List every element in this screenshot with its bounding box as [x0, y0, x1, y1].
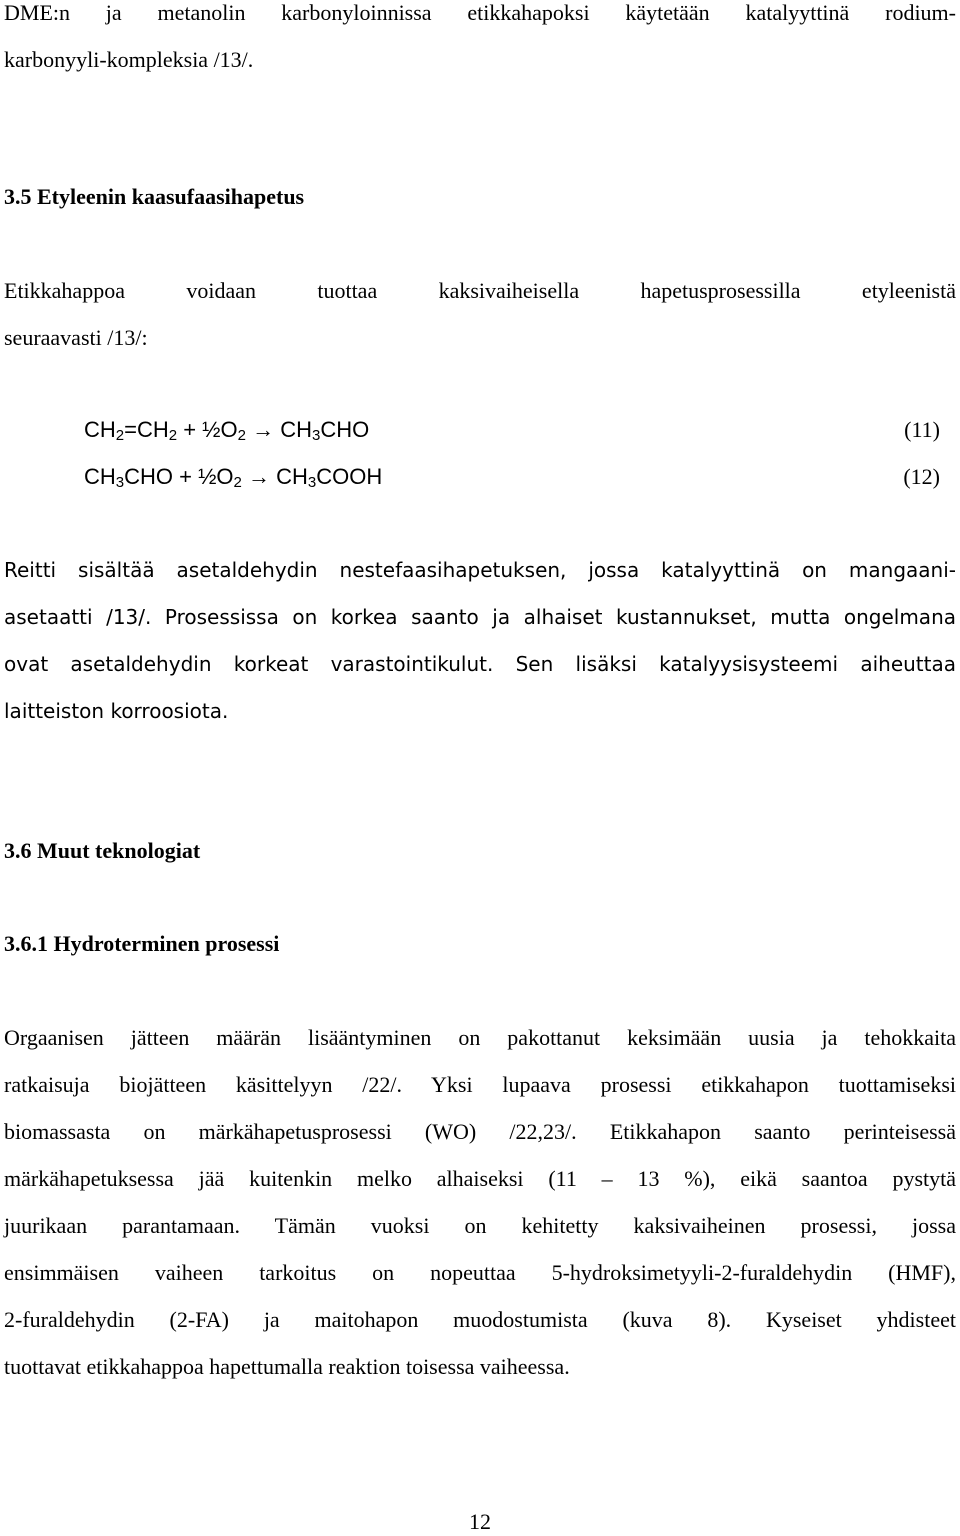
route-paragraph	[4, 547, 956, 735]
equation-12	[84, 464, 940, 494]
equation-11	[84, 417, 940, 447]
equation-12-number: (12)	[903, 464, 940, 489]
equation-11-number: (11)	[904, 417, 940, 442]
body-line: tuottavat etikkahappoa hapettumalla reaktion toisessa vaiheessa.	[4, 1354, 570, 1379]
section-3-5-heading: 3.5 Etyleenin kaasufaasihapetus	[4, 184, 305, 209]
section-3-5-line-2: seuraavasti /13/:	[4, 325, 148, 350]
section-3-6-heading: 3.6 Muut teknologiat	[4, 838, 201, 863]
section-3-6-1-paragraph	[4, 1014, 956, 1390]
equation-12-formula: $CH_3CHO$ + $\frac{1}{2}O_2$ → $CH_3COOH$	[84, 464, 383, 491]
section-3-5-line-1: Etikkahappoa voidaan tuottaa kaksivaiheisella hapetusprosessilla etyleenistä	[4, 278, 956, 303]
intro-line-2: karbonyyli-kompleksia /13/.	[4, 47, 254, 72]
route-line-2: asetaatti /13/. Prosessissa on korkea saanto ja alhaiset kustannukset, mutta ongelmana	[4, 605, 956, 629]
route-line-3: ovat asetaldehydin korkeat varastointikulut. Sen lisäksi katalyysisysteemi aiheuttaa	[4, 652, 956, 676]
intro-paragraph	[4, 0, 956, 83]
body-line: 2-furaldehydin (2-FA) ja maitohapon muodostumista (kuva 8). Kyseiset yhdisteet	[4, 1307, 956, 1332]
arrow-icon: →	[245, 417, 281, 442]
body-line: märkähapetuksessa jää kuitenkin melko alhaiseksi (11 – 13 %), eikä saantoa pystytä	[4, 1166, 956, 1191]
section-3-5-paragraph	[4, 267, 956, 361]
section-3-6-1-heading: 3.6.1 Hydroterminen prosessi	[4, 931, 280, 956]
body-line: ensimmäisen vaiheen tarkoitus on nopeuttaa 5-hydroksimetyyli-2-furaldehydin (HMF),	[4, 1260, 956, 1285]
body-line: juurikaan parantamaan. Tämän vuoksi on kehitetty kaksivaiheinen prosessi, jossa	[4, 1213, 956, 1238]
intro-line-1: DME:n ja metanolin karbonyloinnissa etikkahapoksi käytetään katalyyttinä rodium-	[4, 0, 956, 25]
route-line-4: laitteiston korroosiota.	[4, 699, 229, 723]
arrow-icon: →	[241, 464, 277, 489]
body-line: Orgaanisen jätteen määrän lisääntyminen on pakottanut keksimään uusia ja tehokkaita	[4, 1025, 956, 1050]
body-line: biomassasta on märkähapetusprosessi (WO) /22,23/. Etikkahapon saanto perinteisessä	[4, 1119, 956, 1144]
route-line-1: Reitti sisältää asetaldehydin nestefaasihapetuksen, jossa katalyyttinä on mangaani-	[4, 558, 956, 582]
equation-11-formula: $CH_2=CH_2$ + $\frac{1}{2}O_2 \to CH_3CHO$	[84, 417, 370, 444]
body-line: ratkaisuja biojätteen käsittelyyn /22/. Yksi lupaava prosessi etikkahapon tuottamiseksi	[4, 1072, 956, 1097]
page-number: 12	[469, 1509, 491, 1534]
